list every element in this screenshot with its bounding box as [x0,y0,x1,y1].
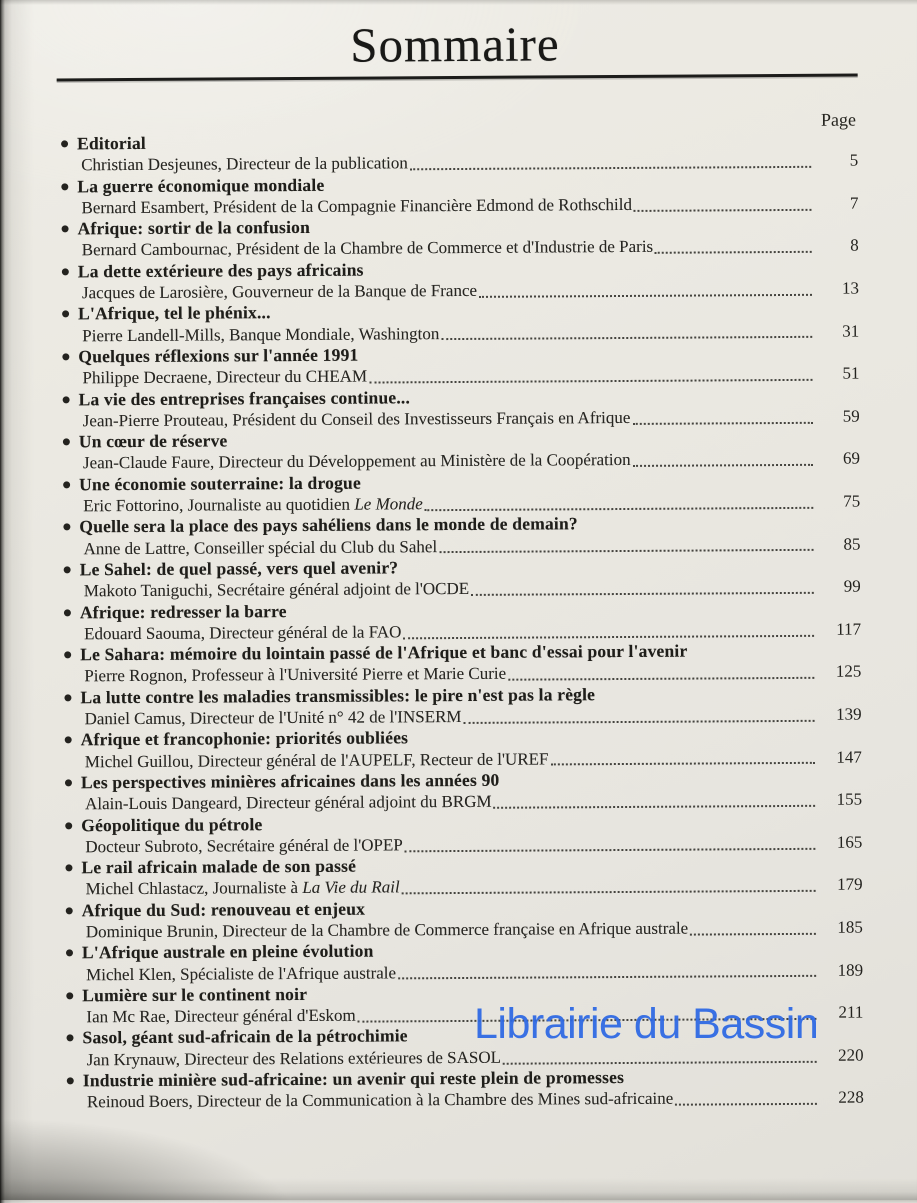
entry-author-row [65,1087,864,1113]
entry-page: 125 [817,661,861,683]
entry-page: 155 [818,789,862,811]
entry-author-text: Jean-Claude Faure, Directeur du Développement au Ministère de la Coopération [83,450,631,472]
entry-author [87,1088,673,1113]
entry-author-text: Bernard Cambournac, Président de la Chambre de Commerce et d'Industrie de Paris [82,237,654,259]
toc-entry [59,171,858,218]
entry-title: Quelle sera la place des pays sahéliens dans le monde de demain? [79,514,578,538]
entry-author-text: Michel Guillou, Directeur général de l'AUPELF, Recteur de l'UREF [85,749,549,771]
dot-leader [655,251,812,254]
entry-author-text: Michel Chlastacz, Journaliste à [86,878,303,898]
entry-title: Afrique du Sud: renouveau et enjeux [82,898,365,921]
entry-page: 7 [814,192,858,214]
bullet-icon [61,140,68,147]
page-title: Sommaire [0,13,914,76]
dot-leader [634,209,812,212]
dot-leader [439,549,813,553]
toc-entry [60,214,859,261]
bullet-icon [64,566,71,573]
bullet-icon [65,864,72,871]
entry-author-text: Eric Fottorino, Journaliste au quotidien [83,495,354,516]
entry-author-text: Daniel Camus, Directeur de l'Unité n° 42 de l'INSERM [85,707,462,728]
bullet-icon [63,524,70,531]
entry-page: 99 [817,576,861,598]
entry-title: Industrie minière sud-africaine: un avenir qui reste plein de promesses [83,1067,624,1092]
bullet-icon [66,992,73,999]
entry-author [85,834,403,857]
toc-entry [64,938,863,985]
entry-page: 147 [818,746,862,768]
entry-page: 69 [816,448,860,470]
toc-entry [60,256,859,303]
entry-author [84,663,506,687]
entry-title: Lumière sur le continent noir [82,984,307,1007]
entry-title: Géopolitique du pétrole [81,814,262,836]
entry-author [87,1047,501,1071]
toc-entry [62,640,861,687]
entry-page: 165 [818,831,862,853]
toc-entry [63,767,862,814]
entry-author-text: Christian Desjeunes, Directeur de la publication [81,154,408,175]
entry-title: Le rail africain malade de son passé [81,856,356,879]
bullet-icon [65,822,72,829]
bullet-icon [67,1077,74,1084]
bullet-icon [64,651,71,658]
dot-leader [403,634,814,639]
toc-entry [62,597,861,644]
dot-leader [508,677,814,681]
dot-leader [369,379,812,384]
entry-author-text: Jan Krynauw, Directeur des Relations extérieures de SASOL [87,1048,501,1070]
entry-author [81,153,408,176]
entry-author [85,791,492,815]
entry-title: La guerre économique mondiale [77,174,324,197]
entry-title: Afrique: redresser la barre [80,601,287,624]
entry-author [83,493,423,516]
entry-title: L'Afrique australe en pleine évolution [82,941,374,964]
entry-author [83,536,437,559]
dot-leader [632,421,812,424]
entry-page: 211 [819,1002,863,1024]
entry-author-text: Bernard Esambert, Président de la Compagnie Financière Edmond de Rothschild [81,195,632,217]
toc-entry [62,554,861,601]
bullet-icon [65,737,72,744]
toc-entry [63,810,862,857]
entry-title: La dette extérieure des pays africains [78,259,364,282]
entry-title: Quelques réflexions sur l'année 1991 [78,345,358,368]
entry-title: Editorial [77,133,146,155]
entry-author-text: Dominique Brunin, Directeur de la Chambre de Commerce française en Afrique australe [86,919,688,942]
entry-page: 189 [819,959,863,981]
entry-author [83,449,631,474]
bullet-icon [64,694,71,701]
toc-entry [64,895,863,942]
entry-page: 85 [816,533,860,555]
bullet-icon [62,268,69,275]
toc-entry [65,1066,864,1113]
entry-title: Afrique et francophonie: priorités oubliées [81,728,409,751]
entry-page: 220 [820,1044,864,1066]
entry-author [82,280,477,304]
bullet-icon [62,311,69,318]
bullet-icon [63,439,70,446]
dot-leader [441,336,812,340]
entry-author [83,407,631,432]
dot-leader [405,847,816,852]
entry-page: 51 [815,363,859,385]
entry-author-text: Edouard Saouma, Directeur général de la FAO [84,622,401,643]
entry-author-text: Makoto Taniguchi, Secrétaire général adjoint de l'OCDE [84,579,469,600]
bullet-icon [64,609,71,616]
bullet-icon [63,396,70,403]
entry-author [82,236,654,261]
dot-leader [675,1103,817,1106]
entry-title: L'Afrique, tel le phénix... [78,303,271,325]
dot-leader [503,1060,817,1064]
entry-page: 139 [817,704,861,726]
dot-leader [690,933,816,936]
toc-entry [63,853,862,900]
toc-list [59,129,864,1114]
entry-title: Sasol, géant sud-africain de la pétrochimie [82,1026,407,1049]
toc-entry [61,384,860,431]
entry-author [86,918,688,943]
entry-author [85,706,462,730]
dot-leader [494,805,816,809]
bullet-icon [66,907,73,914]
page-column-header: Page [821,110,856,131]
entry-author-text: Reinoud Boers, Directeur de la Communication à la Chambre des Mines sud-africaine [87,1089,673,1112]
bullet-icon [62,353,69,360]
entry-author [84,621,401,644]
entry-page: 13 [815,278,859,300]
entry-author [82,323,439,346]
entry-author [81,194,632,219]
entry-title: La lutte contre les maladies transmissibles: le pire n'est pas la règle [80,684,595,708]
toc-entry [61,427,860,474]
entry-author-italic: Le Monde [354,494,423,513]
entry-page: 228 [820,1087,864,1109]
entry-author [82,366,367,389]
entry-title: Une économie souterraine: la drogue [79,472,361,495]
entry-title: Le Sahel: de quel passé, vers quel avenir? [80,557,399,580]
entry-author-text: Alain-Louis Dangeard, Directeur général adjoint du BRGM [85,792,492,813]
entry-author-italic: La Vie du Rail [302,878,400,898]
bullet-icon [61,183,68,190]
toc-entry [60,299,859,346]
dot-leader [398,975,816,980]
entry-page: 117 [817,618,861,640]
entry-author [85,748,549,772]
toc-entry [60,342,859,389]
entry-title: Le Sahara: mémoire du lointain passé de l'Afrique et banc d'essai pour l'avenir [80,641,687,666]
entry-author-text: Anne de Lattre, Conseiller spécial du Club du Sahel [83,537,437,558]
entry-title: Les perspectives minières africaines dans les années 90 [81,770,500,794]
entry-author-text: Ian Mc Rae, Directeur général d'Eskom [86,1006,355,1027]
watermark: Librairie du Bassin [474,1000,818,1049]
entry-author-text: Pierre Rognon, Professeur à l'Université Pierre et Marie Curie [84,664,506,686]
toc-entry [61,512,860,559]
toc-entry [63,725,862,772]
entry-author [86,877,400,900]
entry-page: 75 [816,491,860,513]
toc-entry [62,682,861,729]
entry-page: 31 [815,320,859,342]
entry-title: Afrique: sortir de la confusion [78,217,311,240]
entry-author-text: Philippe Decraene, Directeur du CHEAM [82,367,367,388]
bullet-icon [67,1035,74,1042]
dot-leader [633,464,813,467]
entry-author [84,578,469,602]
bullet-icon [62,226,69,233]
entry-title: Un cœur de réserve [79,431,228,453]
entry-author-text: Jean-Pierre Prouteau, Président du Conseil des Investisseurs Français en Afrique [83,408,631,430]
bullet-icon [66,950,73,957]
entry-author [86,962,396,985]
dot-leader [425,507,814,511]
dot-leader [464,720,815,724]
entry-page: 5 [814,150,858,172]
entry-page: 59 [816,405,860,427]
bullet-icon [63,481,70,488]
toc-entry [59,129,858,176]
dot-leader [471,592,814,596]
entry-title: La vie des entreprises françaises continue... [79,387,411,410]
entry-author-text: Pierre Landell-Mills, Banque Mondiale, Washington [82,324,439,345]
entry-author-text: Jacques de Larosière, Gouverneur de la Banque de France [82,281,477,302]
dot-leader [402,890,816,895]
entry-page: 185 [819,917,863,939]
dot-leader [410,166,811,170]
entry-author [86,1005,355,1028]
entry-page: 8 [815,235,859,257]
entry-page: 179 [819,874,863,896]
entry-author-text: Docteur Subroto, Secrétaire général de l'OPEP [85,835,403,856]
dot-leader [551,762,815,766]
entry-author-text: Michel Klen, Spécialiste de l'Afrique australe [86,963,396,984]
toc-entry [61,469,860,516]
bullet-icon [65,779,72,786]
dot-leader [479,294,812,298]
